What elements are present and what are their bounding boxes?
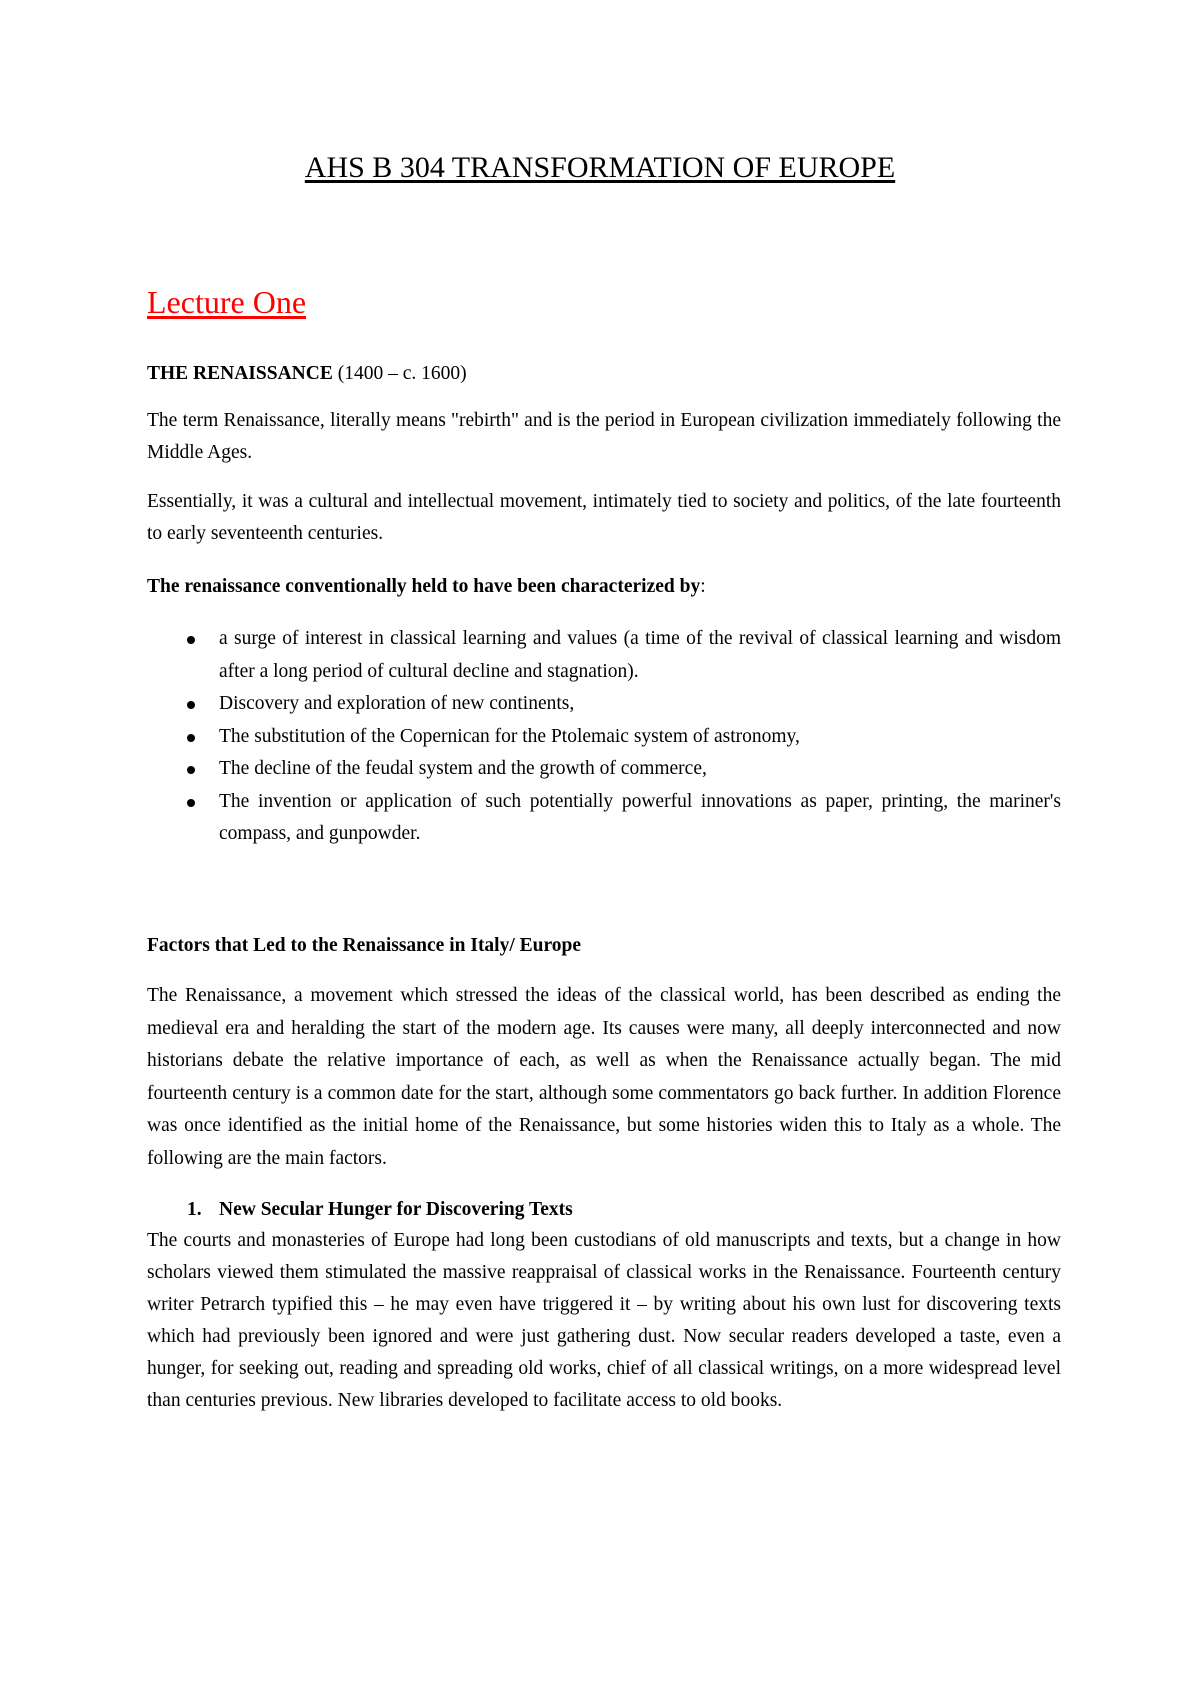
document-body bbox=[147, 358, 1061, 1417]
factors-heading: Factors that Led to the Renaissance in Italy/ Europe bbox=[147, 934, 582, 956]
list-item-text: Discovery and exploration of new continents, bbox=[219, 693, 575, 714]
lecture-heading: Lecture One bbox=[147, 284, 307, 320]
list-item-text: The decline of the feudal system and the growth of commerce, bbox=[219, 758, 707, 779]
list-item-text: a surge of interest in classical learning and values (a time of the revival of classical learning and wisdom after a long period of cultural decline and stagnation). bbox=[219, 628, 1061, 682]
intro-paragraph: The term Renaissance, literally means "rebirth" and is the period in European civilization immediately following the Middle Ages. bbox=[147, 409, 1061, 463]
factor-1-heading bbox=[147, 1195, 1061, 1225]
essential-paragraph: Essentially, it was a cultural and intellectual movement, intimately tied to society and politics, of the late fourteenth to early seventeenth centuries. bbox=[147, 490, 1061, 544]
bullet-icon bbox=[187, 799, 195, 807]
factor-1-title: New Secular Hunger for Discovering Texts bbox=[219, 1199, 573, 1220]
list-item bbox=[147, 786, 1061, 851]
factor-1-body: The courts and monasteries of Europe had long been custodians of old manuscripts and texts, but a change in how scholars viewed them stimulated the massive reappraisal of classical works in the Renaissance. Fourteenth century writer Petrarch typified this – he may even have triggered it – by writing about his own lust for discovering texts which had previously been ignored and were just gathering dust. Now secular readers developed a taste, even a hunger, for seeking out, reading and spreading old works, chief of all classical writings, on a more widespread level than centuries previous. New libraries developed to facilitate access to old books. bbox=[147, 1230, 1061, 1411]
list-item bbox=[147, 753, 1061, 786]
section-title: THE RENAISSANCE bbox=[147, 363, 333, 384]
list-item bbox=[147, 688, 1061, 721]
characterized-heading bbox=[147, 571, 1061, 604]
characterized-heading-colon: : bbox=[700, 575, 706, 597]
list-item bbox=[147, 623, 1061, 688]
bullet-icon bbox=[187, 636, 195, 644]
list-item-text: The invention or application of such potentially powerful innovations as paper, printing, the mariner's compass, and gunpowder. bbox=[219, 790, 1061, 844]
factor-1-number: 1. bbox=[187, 1199, 202, 1220]
factors-paragraph: The Renaissance, a movement which stressed the ideas of the classical world, has been described as ending the medieval era and heralding the start of the modern age. Its causes were many, all deeply interconnected and now historians debate the relative importance of each, as well as when the Renaissance actually began. The mid fourteenth century is a common date for the start, although some commentators go back further. In addition Florence was once identified as the initial home of the Renaissance, but some histories widen this to Italy as a whole. The following are the main factors. bbox=[147, 985, 1061, 1169]
bullet-icon bbox=[187, 701, 195, 709]
section-heading bbox=[147, 358, 1061, 391]
list-item bbox=[147, 721, 1061, 754]
characteristics-list bbox=[147, 623, 1061, 851]
characterized-heading-text: The renaissance conventionally held to have been characterized by bbox=[147, 575, 701, 597]
bullet-icon bbox=[187, 766, 195, 774]
document-title: AHS B 304 TRANSFORMATION OF EUROPE bbox=[304, 151, 896, 184]
list-item-text: The substitution of the Copernican for the Ptolemaic system of astronomy, bbox=[219, 725, 800, 747]
bullet-icon bbox=[187, 734, 195, 742]
section-period: (1400 – c. 1600) bbox=[332, 363, 467, 384]
